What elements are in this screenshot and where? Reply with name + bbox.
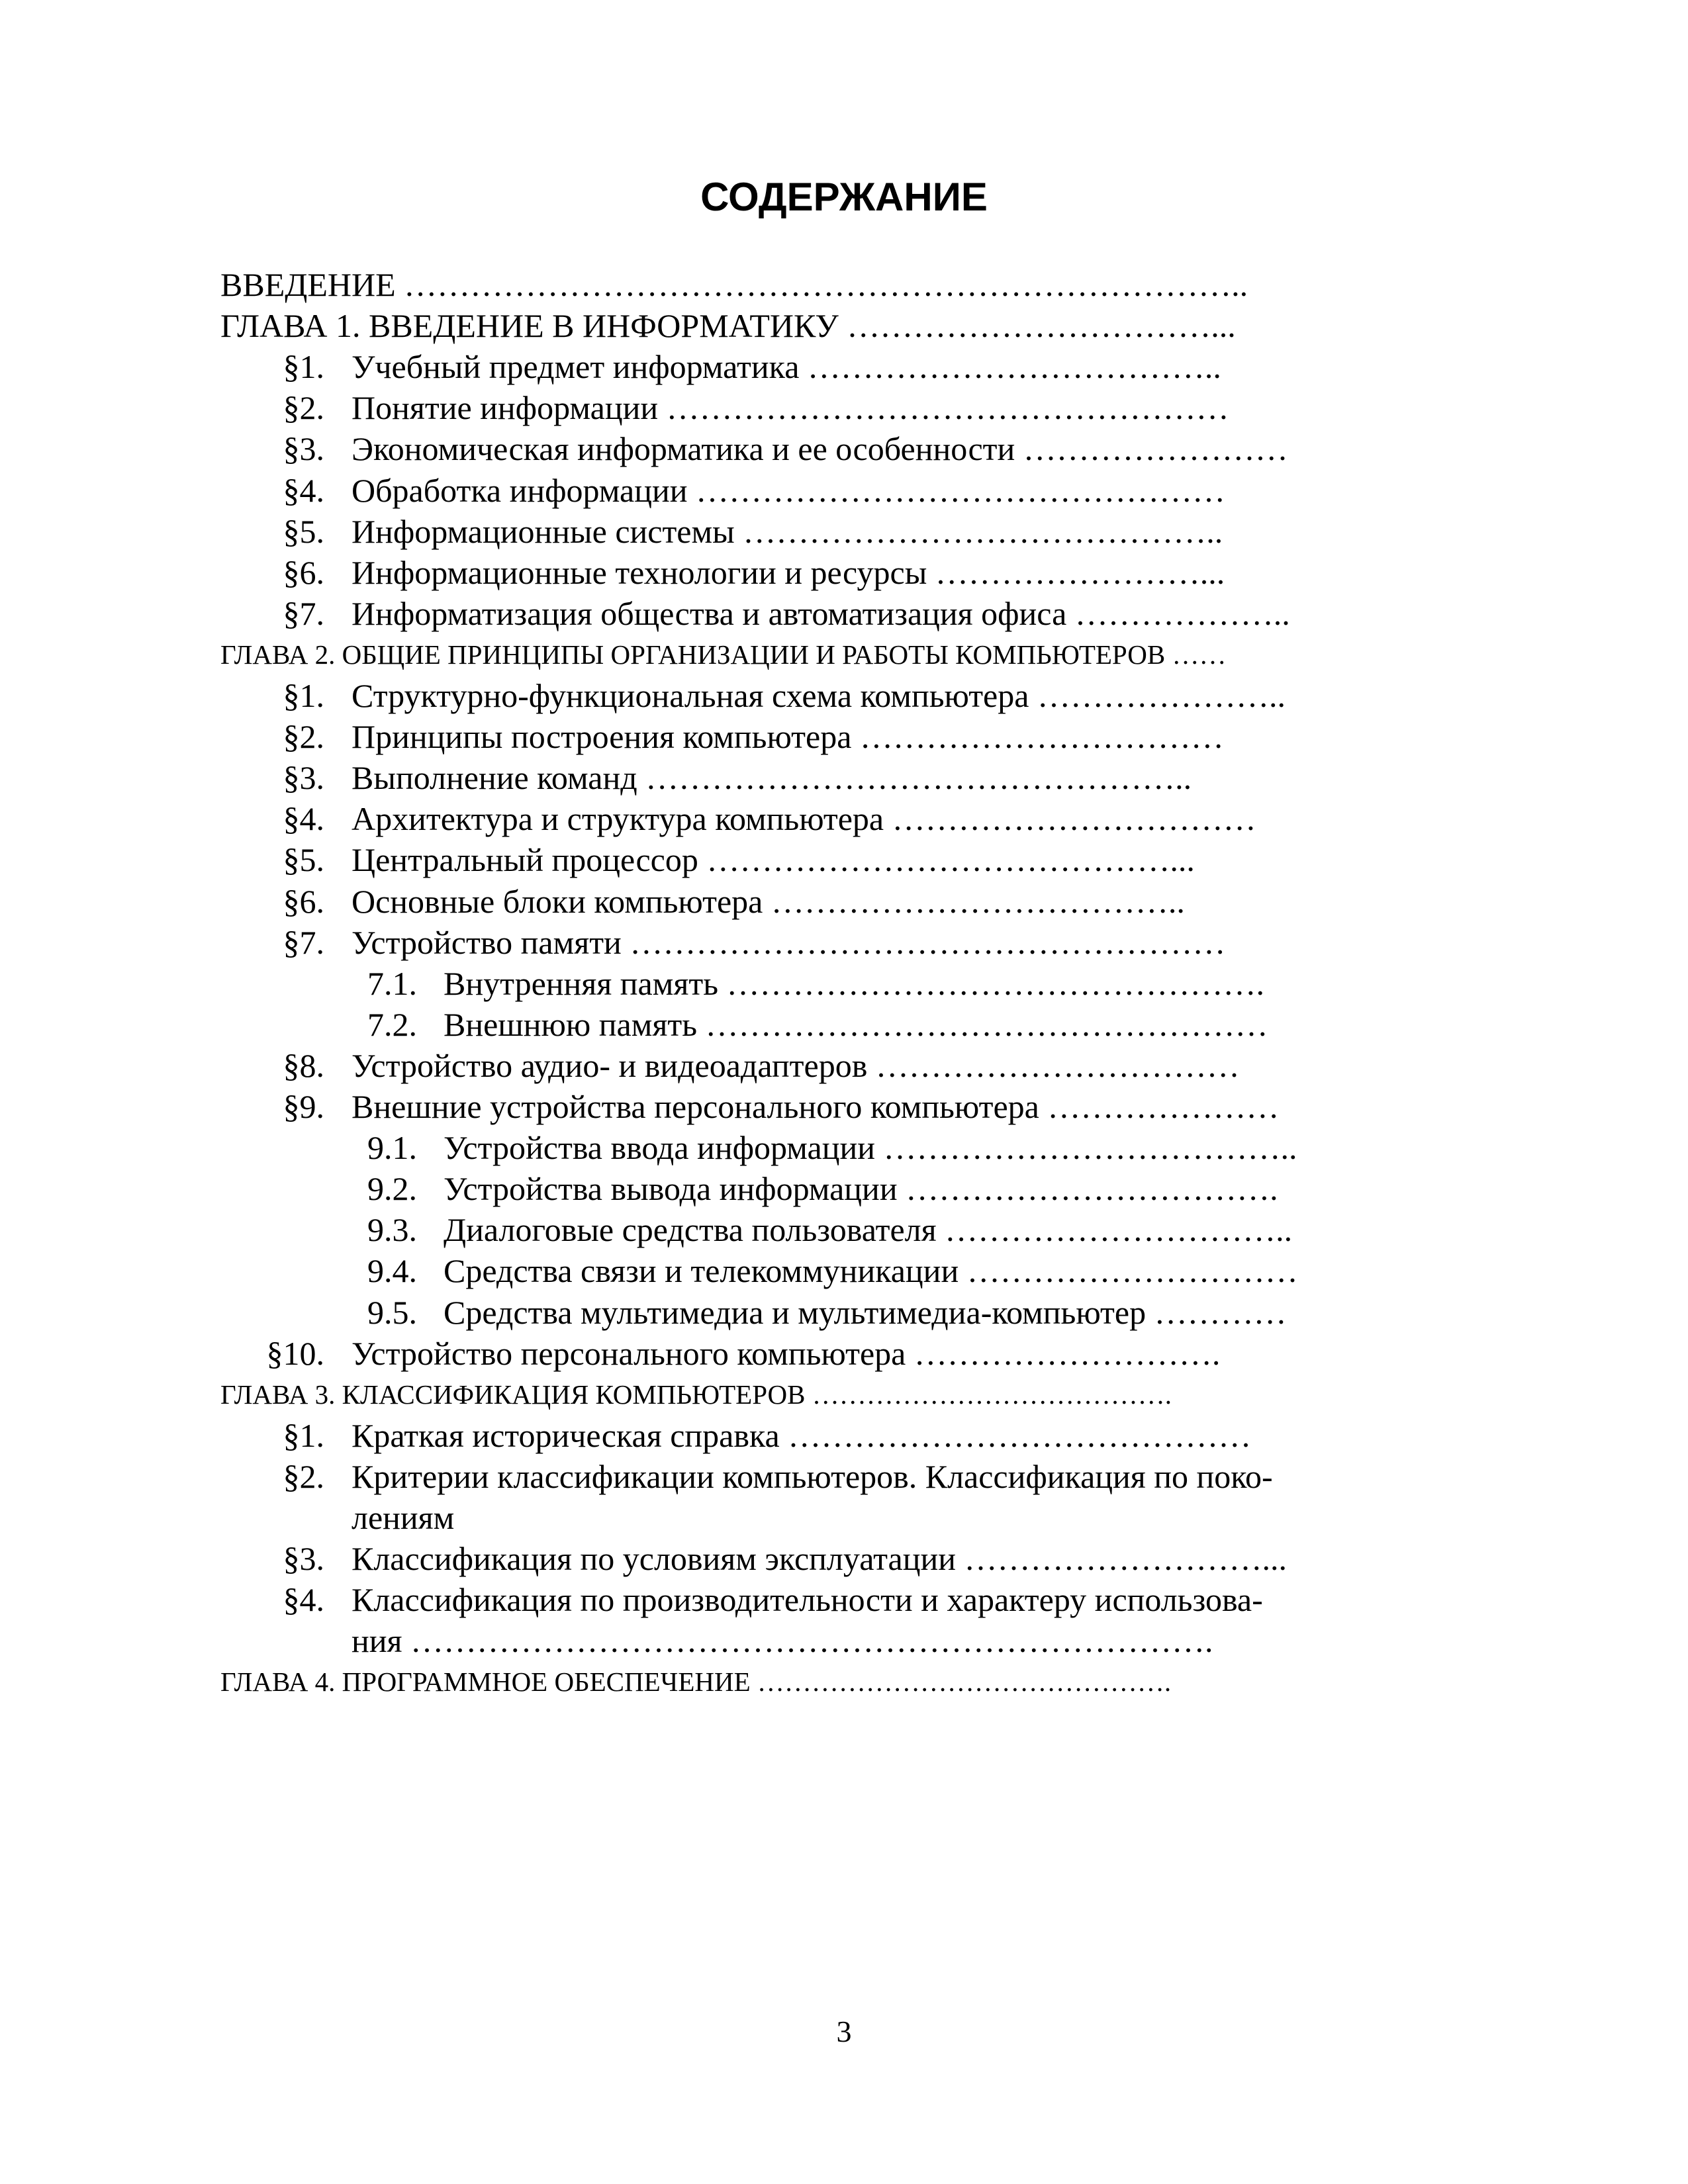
toc-entry bbox=[220, 715, 1399, 758]
toc-entry-number: §6. bbox=[283, 882, 324, 920]
toc-entry-number: 9.2. bbox=[367, 1170, 417, 1208]
toc-entry-label: ВВЕДЕНИЕ ………………………………………………………………….. bbox=[220, 266, 1248, 303]
toc-entry bbox=[220, 1619, 1399, 1662]
toc-entry-number: §3. bbox=[283, 1540, 324, 1578]
toc-entry bbox=[220, 1537, 1399, 1580]
toc-entry-number: §5. bbox=[283, 512, 324, 550]
toc-entry-label: Критерии классификации компьютеров. Классификация по поко- bbox=[352, 1457, 1273, 1495]
toc-entry-number: §2. bbox=[283, 1457, 324, 1495]
toc-entry-number: §2. bbox=[283, 718, 324, 756]
toc-entry bbox=[220, 1126, 1399, 1169]
toc-entry-label: Устройства вывода информации ……………………………. bbox=[444, 1170, 1278, 1208]
toc-entry-number: §4. bbox=[283, 471, 324, 509]
toc-entry-number: §4. bbox=[283, 1581, 324, 1619]
toc-entry-label: Диалоговые средства пользователя ………………………….. bbox=[444, 1211, 1293, 1249]
toc-entry-number: §3. bbox=[283, 430, 324, 468]
toc-entry-number: 9.1. bbox=[367, 1129, 417, 1167]
toc-entry bbox=[220, 921, 1399, 964]
toc-entry-label: ния ………………………………………………………………. bbox=[352, 1622, 1213, 1660]
toc-entry bbox=[220, 263, 1399, 306]
toc-entry-number: 7.2. bbox=[367, 1005, 417, 1043]
toc-entry-number: §2. bbox=[283, 389, 324, 427]
toc-entry bbox=[220, 592, 1399, 635]
toc-entry-label: Понятие информации …………………………………………… bbox=[352, 389, 1229, 427]
toc-entry-label: лениям bbox=[352, 1499, 455, 1536]
toc-entry bbox=[220, 510, 1399, 553]
toc-entry-label: Учебный предмет информатика ……………………………….. bbox=[352, 348, 1221, 386]
toc-entry-label: Устройство персонального компьютера ………………………. bbox=[352, 1334, 1221, 1372]
toc-entry bbox=[220, 1044, 1399, 1087]
toc-entry bbox=[220, 1085, 1399, 1128]
toc-entry bbox=[220, 1250, 1399, 1292]
toc-entry-label: Архитектура и структура компьютера …………………………… bbox=[352, 800, 1256, 838]
toc-entry bbox=[220, 797, 1399, 840]
toc-entry bbox=[220, 1003, 1399, 1046]
toc-entry bbox=[220, 428, 1399, 470]
toc-entry-number: 7.1. bbox=[367, 964, 417, 1002]
toc-entry bbox=[220, 1167, 1399, 1210]
toc-entry-number: §4. bbox=[283, 800, 324, 838]
toc-entry bbox=[220, 387, 1399, 429]
toc-entry-number: 9.5. bbox=[367, 1293, 417, 1331]
toc-entry bbox=[220, 962, 1399, 1005]
toc-entry bbox=[220, 1332, 1399, 1375]
toc-entry bbox=[220, 674, 1399, 717]
toc-entry-label: Информационные технологии и ресурсы ……………………... bbox=[352, 553, 1225, 591]
toc-entry-label: Средства связи и телекоммуникации ………………………… bbox=[444, 1252, 1298, 1290]
toc-entry bbox=[220, 756, 1399, 799]
page-title: СОДЕРЖАНИЕ bbox=[700, 175, 988, 219]
toc-entry-number: §1. bbox=[283, 348, 324, 386]
toc-entry bbox=[220, 1291, 1399, 1334]
toc-entry bbox=[220, 1373, 1399, 1416]
toc-entry bbox=[220, 1455, 1399, 1498]
toc-entry-label: Структурно-функциональная схема компьютера ………………….. bbox=[352, 677, 1286, 714]
toc-entry bbox=[220, 1496, 1399, 1539]
toc-entry-label: Устройство аудио- и видеоадаптеров …………………………… bbox=[352, 1046, 1240, 1084]
toc-entry-label: Выполнение команд ………………………………………….. bbox=[352, 759, 1192, 797]
toc-entry-label: Классификация по условиям эксплуатации ………………………... bbox=[352, 1540, 1288, 1578]
toc-entry-number: §5. bbox=[283, 841, 324, 879]
toc-entry-label: ГЛАВА 2. ОБЩИЕ ПРИНЦИПЫ ОРГАНИЗАЦИИ И РАБОТЫ КОМПЬЮТЕРОВ …… bbox=[220, 639, 1227, 670]
toc-entry-number: §10. bbox=[266, 1334, 324, 1372]
toc-entry bbox=[220, 1208, 1399, 1251]
toc-entry bbox=[220, 880, 1399, 923]
toc-entry-label: Центральный процессор ……………………………………... bbox=[352, 841, 1195, 879]
toc-entry-number: §8. bbox=[283, 1046, 324, 1084]
toc-entry-number: §9. bbox=[283, 1088, 324, 1125]
toc-entry-label: Информатизация общества и автоматизация офиса ……………….. bbox=[352, 594, 1290, 632]
toc-entry bbox=[220, 839, 1399, 881]
toc-entry-label: Средства мультимедиа и мультимедиа-компьютер ………… bbox=[444, 1293, 1287, 1331]
toc-entry bbox=[220, 304, 1399, 347]
toc-entry-number: §7. bbox=[283, 594, 324, 632]
toc-entry bbox=[220, 633, 1399, 676]
toc-entry-label: ГЛАВА 4. ПРОГРАММНОЕ ОБЕСПЕЧЕНИЕ ………………………………………. bbox=[220, 1666, 1172, 1698]
toc-entry-label: Внутренняя память …………………………………………. bbox=[444, 964, 1265, 1002]
toc-entry-label: ГЛАВА 1. ВВЕДЕНИЕ В ИНФОРМАТИКУ ……………………………... bbox=[220, 307, 1236, 345]
toc-entry-number: §1. bbox=[283, 1416, 324, 1454]
toc-entry-label: Классификация по производительности и характеру использова- bbox=[352, 1581, 1263, 1619]
toc-entry-label: Информационные системы …………………………………….. bbox=[352, 512, 1223, 550]
page-number: 3 bbox=[836, 2015, 852, 2048]
toc-entry-label: Внешние устройства персонального компьютера ………………… bbox=[352, 1088, 1280, 1125]
toc-entry bbox=[220, 469, 1399, 512]
toc-entry-number: 9.4. bbox=[367, 1252, 417, 1290]
toc-entry-label: Устройства ввода информации ……………………………….. bbox=[444, 1129, 1297, 1167]
toc-entry-number: §1. bbox=[283, 677, 324, 714]
toc-entry-label: Краткая историческая справка …………………………………… bbox=[352, 1416, 1252, 1454]
toc-entry-number: §3. bbox=[283, 759, 324, 797]
toc-entry-number: 9.3. bbox=[367, 1211, 417, 1249]
toc-entry-number: §7. bbox=[283, 923, 324, 961]
toc-entry-number: §6. bbox=[283, 553, 324, 591]
toc-entry-label: Экономическая информатика и ее особенности …………………… bbox=[352, 430, 1288, 468]
toc-entry bbox=[220, 1414, 1399, 1457]
toc-entry-label: ГЛАВА 3. КЛАССИФИКАЦИЯ КОМПЬЮТЕРОВ …………………………………. bbox=[220, 1379, 1172, 1410]
toc-entry-label: Внешнюю память …………………………………………… bbox=[444, 1005, 1268, 1043]
toc-entry-label: Основные блоки компьютера ……………………………….. bbox=[352, 882, 1185, 920]
toc-entry bbox=[220, 551, 1399, 594]
toc-entry bbox=[220, 345, 1399, 388]
toc-entry bbox=[220, 1578, 1399, 1621]
toc-entry-label: Принципы построения компьютера …………………………… bbox=[352, 718, 1224, 756]
toc-entry-label: Устройство памяти ……………………………………………… bbox=[352, 923, 1226, 961]
toc-entry-label: Обработка информации ………………………………………… bbox=[352, 471, 1226, 509]
toc-entry bbox=[220, 1661, 1399, 1703]
